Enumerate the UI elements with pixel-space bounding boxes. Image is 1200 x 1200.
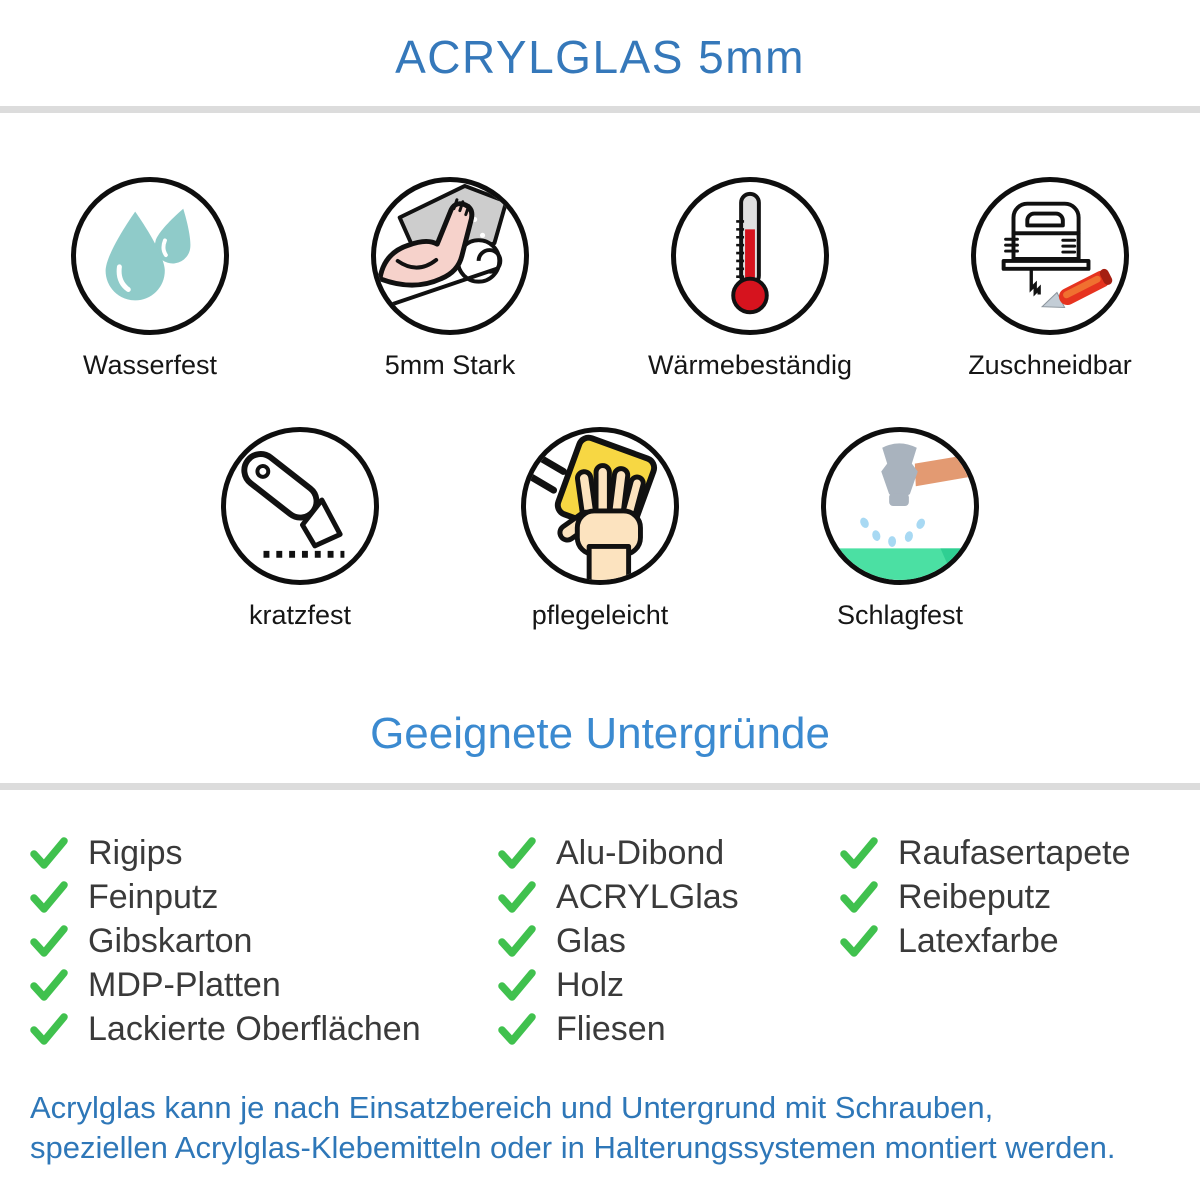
list-item-label: Raufasertapete (898, 833, 1131, 872)
list-item-label: Glas (556, 921, 626, 960)
check-icon (30, 1013, 68, 1046)
feature-waterproof (0, 177, 300, 381)
list-item-label: Feinputz (88, 877, 219, 916)
check-icon (30, 881, 68, 914)
list-item-label: ACRYLGlas (556, 877, 739, 916)
substrate-column-1 (30, 831, 498, 1051)
divider-middle (0, 783, 1200, 790)
list-item-label: MDP-Platten (88, 965, 281, 1004)
list-item-label: Alu-Dibond (556, 833, 725, 872)
list-item (30, 963, 498, 1007)
water-drops-icon (71, 177, 229, 335)
feature-scratch-resistant (150, 427, 450, 631)
feature-row-1 (0, 177, 1200, 381)
list-item-label: Lackierte Oberflächen (88, 1009, 421, 1048)
thermometer-icon (671, 177, 829, 335)
check-icon (30, 837, 68, 870)
utility-knife-icon (221, 427, 379, 585)
check-icon (840, 881, 878, 914)
list-item-label: Fliesen (556, 1009, 666, 1048)
mounting-note-line1: Acrylglas kann je nach Einsatzbereich und Untergrund mit Schrauben, (30, 1090, 994, 1125)
feature-label: Wasserfest (82, 350, 218, 380)
section-heading-substrates: Geeignete Untergründe (370, 709, 830, 758)
list-item (840, 919, 1200, 963)
check-icon (840, 837, 878, 870)
feature-heat-resistant (600, 177, 900, 381)
check-icon (30, 969, 68, 1002)
list-item-label: Reibeputz (898, 877, 1052, 916)
list-item-label: Latexfarbe (898, 921, 1059, 960)
feature-label: Schlagfest (836, 600, 964, 630)
header (0, 0, 1200, 106)
feature-thickness (300, 177, 600, 381)
substrate-list (0, 790, 1200, 1051)
list-item (30, 919, 498, 963)
flexed-arm-icon (371, 177, 529, 335)
check-icon (840, 925, 878, 958)
feature-label: pflegeleicht (531, 600, 669, 630)
feature-row-2 (150, 427, 1050, 631)
divider-top (0, 106, 1200, 113)
list-item (30, 831, 498, 875)
list-item (840, 875, 1200, 919)
mounting-note-line2: speziellen Acrylglas-Klebemitteln oder in Halterungssystemen montiert werden. (30, 1130, 1116, 1165)
list-item (498, 919, 840, 963)
feature-label: 5mm Stark (384, 350, 516, 380)
check-icon (498, 925, 536, 958)
list-item (30, 1007, 498, 1051)
feature-label: kratzfest (248, 600, 352, 630)
cleaning-hand-icon (521, 427, 679, 585)
list-item (498, 963, 840, 1007)
feature-easy-care (450, 427, 750, 631)
list-item-label: Rigips (88, 833, 183, 872)
substrate-column-3 (840, 831, 1200, 1051)
list-item (498, 831, 840, 875)
check-icon (498, 1013, 536, 1046)
feature-label: Zuschneidbar (968, 350, 1132, 380)
feature-impact-resistant (750, 427, 1050, 631)
jigsaw-and-cutter-icon (971, 177, 1129, 335)
substrate-column-2 (498, 831, 840, 1051)
hammer-icon (821, 427, 979, 585)
feature-label: Wärmebeständig (647, 350, 853, 380)
list-item-label: Holz (556, 965, 625, 1004)
check-icon (30, 925, 68, 958)
list-item (498, 1007, 840, 1051)
list-item (840, 831, 1200, 875)
check-icon (498, 969, 536, 1002)
feature-cuttable (900, 177, 1200, 381)
check-icon (498, 881, 536, 914)
mounting-note (0, 1088, 1200, 1168)
list-item (498, 875, 840, 919)
check-icon (498, 837, 536, 870)
list-item (30, 875, 498, 919)
page-title: ACRYLGLAS 5mm (395, 31, 805, 83)
list-item-label: Gibskarton (88, 921, 253, 960)
